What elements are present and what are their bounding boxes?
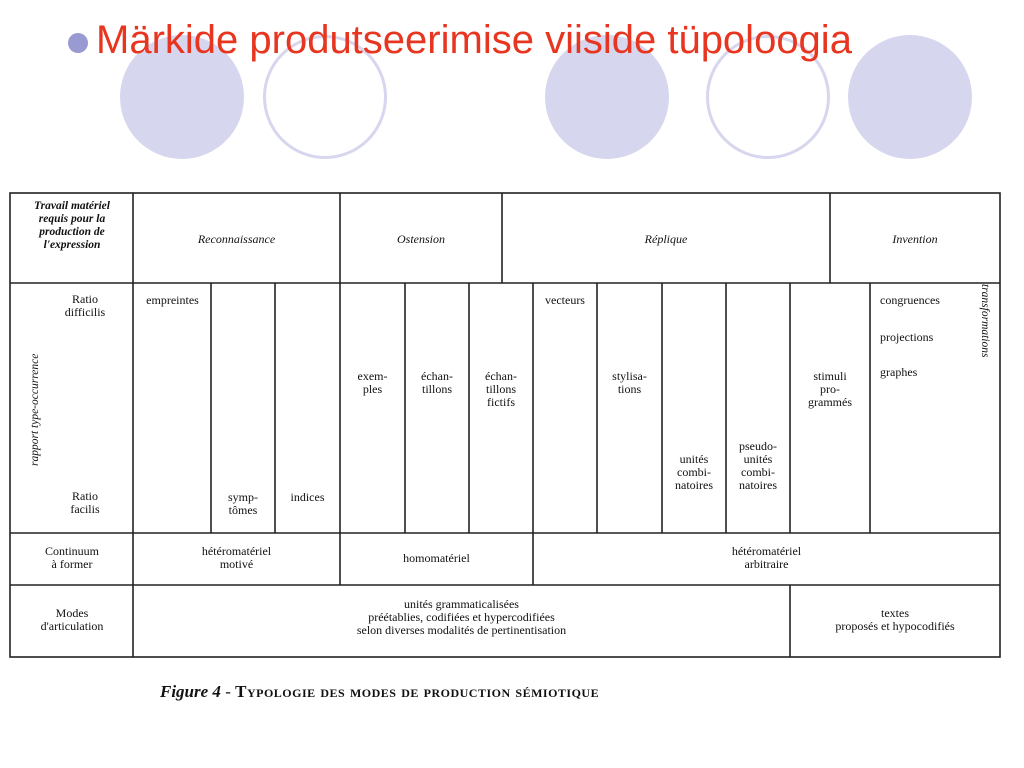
header-reconnaissance: Reconnaissance bbox=[197, 232, 276, 246]
cell-congruences: congruences bbox=[880, 293, 940, 307]
slide-title-row bbox=[68, 20, 852, 60]
cell-unites-combinatoires: unités combi- natoires bbox=[675, 452, 713, 492]
caption-dash: - bbox=[220, 682, 236, 701]
cell-echantillons: échan- tillons bbox=[421, 369, 453, 396]
modes-textes: textes proposés et hypocodifiés bbox=[835, 606, 955, 633]
cell-indices: indices bbox=[290, 490, 325, 504]
label-ratio-difficilis: Ratio difficilis bbox=[64, 292, 106, 319]
continuum-heteromateriel-arbitraire: hétéromatériel arbitraire bbox=[731, 544, 802, 571]
caption-figure-number: Figure 4 bbox=[160, 682, 221, 701]
cell-graphes: graphes bbox=[880, 365, 918, 379]
modes-label: Modes d'articulation bbox=[40, 606, 104, 633]
header-replique: Réplique bbox=[644, 232, 688, 246]
cell-empreintes: empreintes bbox=[146, 293, 199, 307]
cell-transformations: transformations bbox=[979, 284, 991, 358]
continuum-heteromateriel-motive: hétéromatériel motivé bbox=[201, 544, 272, 571]
cell-echantillons-fictifs: échan- tillons fictifs bbox=[485, 369, 517, 409]
bullet-icon bbox=[68, 33, 88, 53]
cell-stimuli: stimuli pro- grammés bbox=[808, 369, 852, 409]
caption-text: Typologie des modes de production sémiotique bbox=[235, 682, 600, 701]
cell-stylisations: stylisa- tions bbox=[612, 369, 647, 396]
header-ostension: Ostension bbox=[397, 232, 445, 246]
slide-title: Märkide produtseerimise viiside tüpoloogia bbox=[96, 18, 852, 62]
continuum-label: Continuum à former bbox=[44, 544, 99, 571]
label-rapport-type-occurrence: rapport type-occurrence bbox=[29, 353, 41, 466]
cell-pseudo-unites: pseudo- unités combi- natoires bbox=[739, 439, 777, 492]
cell-projections: projections bbox=[880, 330, 934, 344]
corner-label: Travail matériel requis pour la production de l'expression bbox=[34, 200, 110, 251]
continuum-homomateriel: homomatériel bbox=[403, 551, 470, 565]
cell-vecteurs: vecteurs bbox=[545, 293, 585, 307]
cell-symptomes: symp- tômes bbox=[228, 490, 258, 517]
cell-exemples: exem- ples bbox=[357, 369, 388, 396]
label-ratio-facilis: Ratio facilis bbox=[70, 489, 100, 516]
header-invention: Invention bbox=[892, 232, 938, 246]
figure-caption bbox=[160, 682, 599, 702]
modes-grammaticalisees: unités grammaticalisées préétablies, codifiées et hypercodifiées selon diverses modalités de pertinentisation bbox=[356, 597, 567, 637]
